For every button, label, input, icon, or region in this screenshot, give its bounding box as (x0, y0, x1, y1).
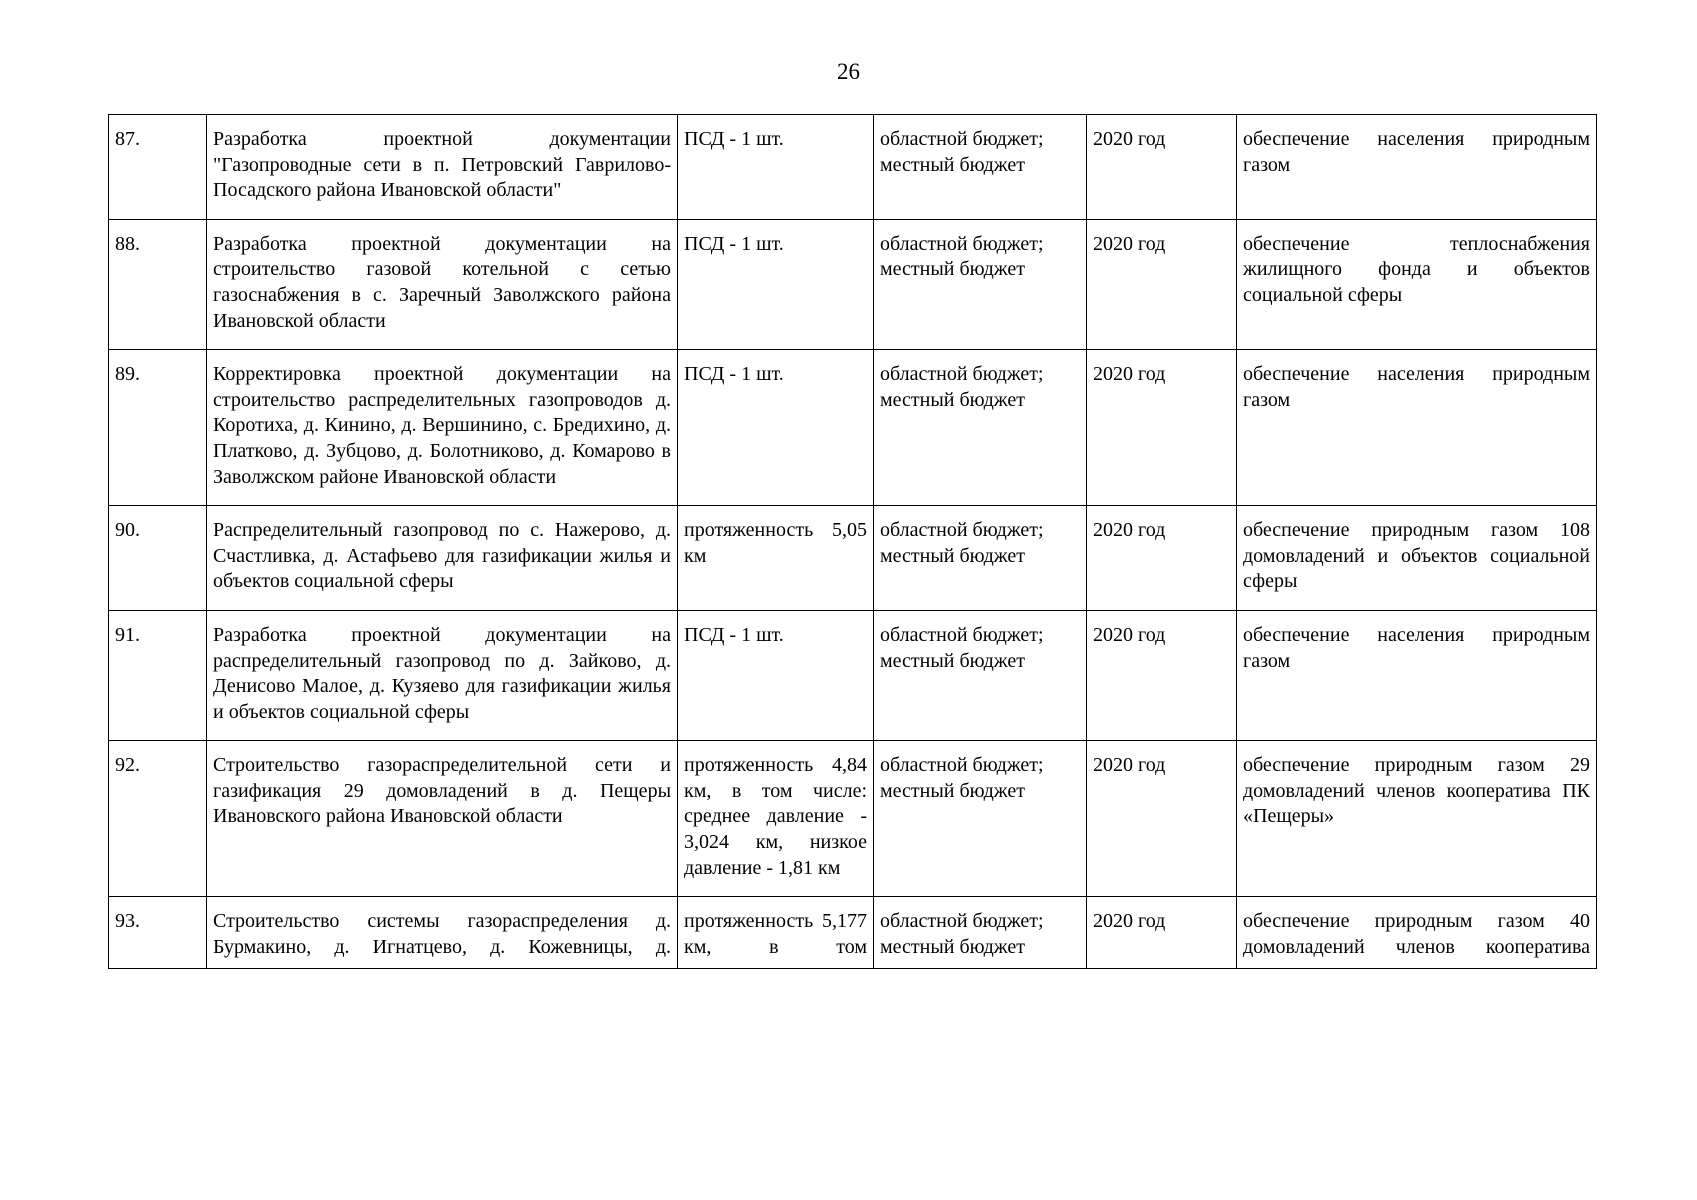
expected-result: обеспечение природным газом 29 домовладений членов кооператива ПК «Пещеры» (1237, 741, 1597, 897)
funding-source: областной бюджет; местный бюджет (874, 506, 1087, 611)
implementation-year: 2020 год (1087, 506, 1237, 611)
row-number: 93. (109, 897, 207, 969)
table-row (109, 897, 1597, 969)
table-row (109, 219, 1597, 349)
table-row (109, 610, 1597, 740)
row-number: 89. (109, 350, 207, 506)
table-row (109, 350, 1597, 506)
expected-result: обеспечение населения природным газом (1237, 610, 1597, 740)
activity-description: Строительство системы газораспределения д. Бурмакино, д. Игнатцево, д. Кожевницы, д. (207, 897, 678, 969)
activity-volume: ПСД - 1 шт. (678, 610, 874, 740)
expected-result: обеспечение природным газом 40 домовладений членов кооператива (1237, 897, 1597, 969)
row-number: 92. (109, 741, 207, 897)
activity-volume: протяженность 5,177 км, в том (678, 897, 874, 969)
row-number: 90. (109, 506, 207, 611)
funding-source: областной бюджет; местный бюджет (874, 741, 1087, 897)
activity-description: Разработка проектной документации на распределительный газопровод по д. Зайково, д. Денисово Малое, д. Кузяево для газификации жилья и объектов социальной сферы (207, 610, 678, 740)
funding-source: областной бюджет; местный бюджет (874, 219, 1087, 349)
implementation-year: 2020 год (1087, 115, 1237, 220)
activity-description: Корректировка проектной документации на строительство распределительных газопроводов д. Коротиха, д. Кинино, д. Вершинино, с. Бредихино, д. Платково, д. Зубцово, д. Болотниково, д. Комарово в Заволжском районе Ивановской области (207, 350, 678, 506)
implementation-year: 2020 год (1087, 219, 1237, 349)
row-number: 87. (109, 115, 207, 220)
program-activities-table (108, 114, 1597, 969)
activity-volume: ПСД - 1 шт. (678, 115, 874, 220)
implementation-year: 2020 год (1087, 350, 1237, 506)
funding-source: областной бюджет; местный бюджет (874, 350, 1087, 506)
row-number: 88. (109, 219, 207, 349)
funding-source: областной бюджет; местный бюджет (874, 897, 1087, 969)
expected-result: обеспечение теплоснабжения жилищного фонда и объектов социальной сферы (1237, 219, 1597, 349)
funding-source: областной бюджет; местный бюджет (874, 115, 1087, 220)
activity-volume: ПСД - 1 шт. (678, 350, 874, 506)
activity-volume: протяженность 4,84 км, в том числе: среднее давление - 3,024 км, низкое давление - 1,81 км (678, 741, 874, 897)
activity-description: Разработка проектной документации "Газопроводные сети в п. Петровский Гаврилово-Посадского района Ивановской области" (207, 115, 678, 220)
expected-result: обеспечение природным газом 108 домовладений и объектов социальной сферы (1237, 506, 1597, 611)
expected-result: обеспечение населения природным газом (1237, 115, 1597, 220)
funding-source: областной бюджет; местный бюджет (874, 610, 1087, 740)
activity-volume: ПСД - 1 шт. (678, 219, 874, 349)
activity-volume: протяженность 5,05 км (678, 506, 874, 611)
table-row (109, 741, 1597, 897)
table-row (109, 506, 1597, 611)
implementation-year: 2020 год (1087, 897, 1237, 969)
page-number: 26 (837, 59, 860, 84)
table-row (109, 115, 1597, 220)
row-number: 91. (109, 610, 207, 740)
implementation-year: 2020 год (1087, 741, 1237, 897)
activity-description: Распределительный газопровод по с. Нажерово, д. Счастливка, д. Астафьево для газификации жилья и объектов социальной сферы (207, 506, 678, 611)
activity-description: Строительство газораспределительной сети и газификация 29 домовладений в д. Пещеры Ивановского района Ивановской области (207, 741, 678, 897)
implementation-year: 2020 год (1087, 610, 1237, 740)
activity-description: Разработка проектной документации на строительство газовой котельной с сетью газоснабжения в с. Заречный Заволжского района Ивановской области (207, 219, 678, 349)
expected-result: обеспечение населения природным газом (1237, 350, 1597, 506)
